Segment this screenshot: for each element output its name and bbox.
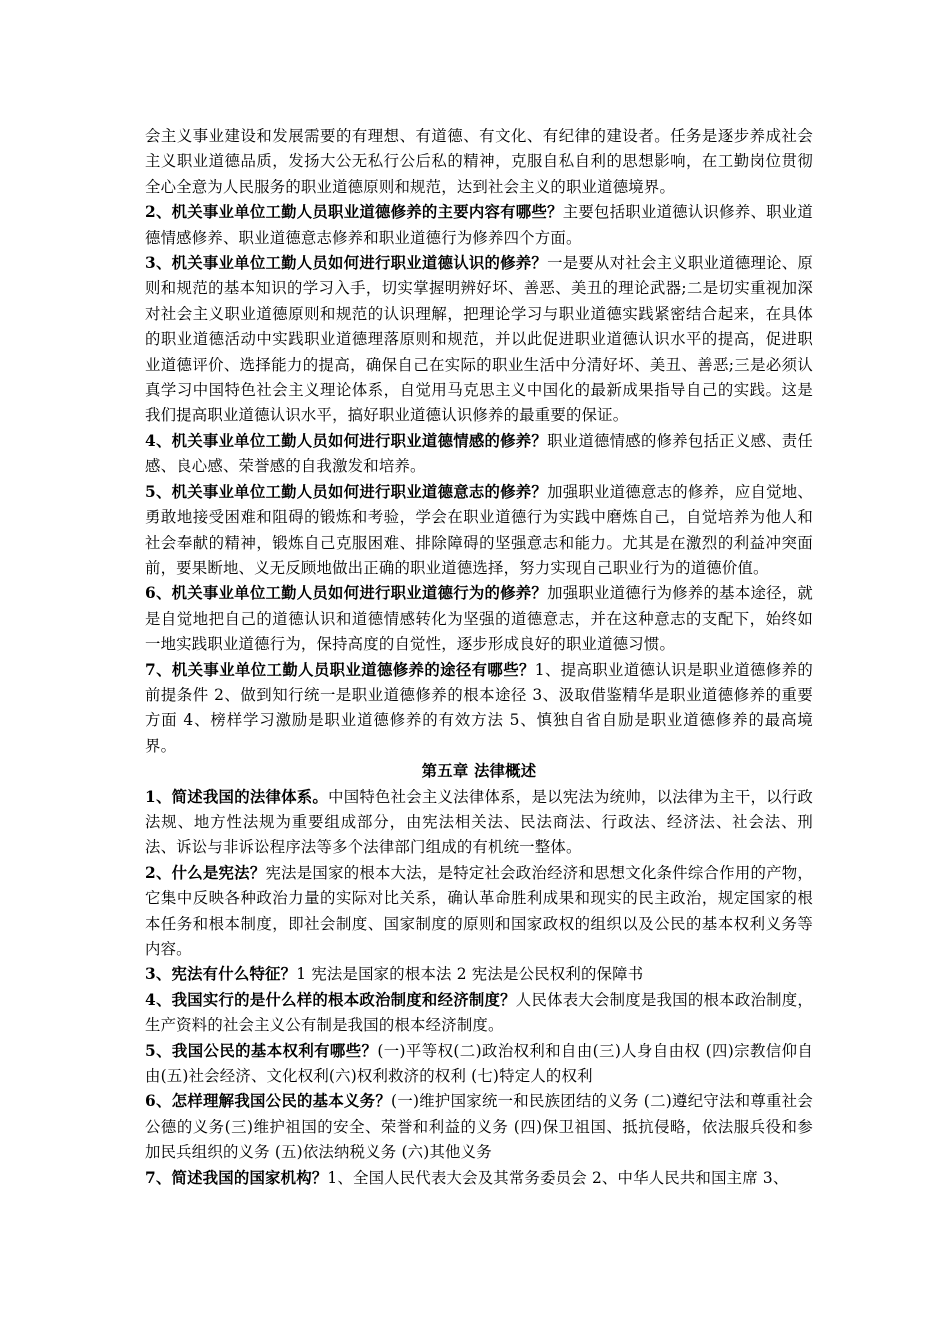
qa-item (145, 581, 813, 657)
qa-item (145, 962, 813, 987)
qa-item (145, 429, 813, 480)
answer-text: (一)维护国家统一和民族团结的义务 (二)遵纪守法和尊重社会公德的义务(三)维护祖国的安全、荣誉和利益的义务 (四)保卫祖国、抵抗侵略，依法服兵役和参加民兵组织的义务 (五)依法纳税义务 (六)其他义务 (145, 1092, 813, 1162)
qa-item (145, 785, 813, 861)
answer-text: (一)平等权(二)政治权利和自由(三)人身自由权 (四)宗教信仰自由(五)社会经济、文化权利(六)权利救济的权利 (七)特定人的权利 (145, 1041, 813, 1086)
question-text: 4、机关事业单位工勤人员如何进行职业道德情感的修养？ (145, 431, 548, 450)
answer-text: 1、提高职业道德认识是职业道德修养的前提条件 2、做到知行统一是职业道德修养的根本途径 3、汲取借鉴精华是职业道德修养的重要方面 4、榜样学习激励是职业道德修养的有效方法 5、慎独自省自励是职业道德修养的最高境界。 (145, 660, 813, 755)
answer-text: 主要包括职业道德认识修养、职业道德情感修养、职业道德意志修养和职业道德行为修养四个方面。 (145, 203, 813, 247)
question-text: 3、宪法有什么特征？ (145, 965, 297, 984)
answer-text: 加强职业道德行为修养的基本途径，就是自觉地把自己的道德认识和道德情感转化为坚强的道德意志，并在这种意志的支配下，始终如一地实践职业道德行为，保持高度的自觉性，逐步形成良好的职业道德习惯。 (145, 584, 813, 654)
question-text: 6、怎样理解我国公民的基本义务？ (145, 1092, 392, 1111)
answer-text: 职业道德情感的修养包括正义感、责任感、良心感、荣誉感的自我激发和培养。 (145, 431, 813, 476)
qa-item (145, 1039, 813, 1090)
qa-item (145, 480, 813, 582)
question-text: 7、简述我国的国家机构？ (145, 1168, 328, 1187)
question-text: 2、什么是宪法？ (145, 863, 266, 882)
answer-text: 人民体表大会制度是我国的根本政治制度，生产资料的社会主义公有制是我国的根本经济制度。 (145, 990, 813, 1035)
qa-item (145, 251, 813, 429)
question-text: 2、机关事业单位工勤人员职业道德修养的主要内容有哪些？ (145, 203, 563, 222)
answer-text: 一是要从对社会主义职业道德理论、原则和规范的基本知识的学习入手，切实掌握明辨好坏、善恶、美丑的理论武器;二是切实重视加深对社会主义职业道德原则和规范的认识理解，把理论学习与职业道德实践紧密结合起来，在具体的职业道德活动中实践职业道德理落原则和规范，并以此促进职业道德认识水平的提高，促进职业道德评价、选择能力的提高，确保自己在实际的职业生活中分清好坏、美丑、善恶;三是必须认真学习中国特色社会主义理论体系，自觉用马克思主义中国化的最新成果指导自己的实践。这是我们提高职业道德认识水平，搞好职业道德认识修养的最重要的保证。 (145, 254, 813, 425)
document-page (145, 124, 813, 1191)
question-text: 6、机关事业单位工勤人员如何进行职业道德行为的修养？ (145, 584, 548, 603)
qa-item (145, 200, 813, 251)
intro-paragraph: 会主义事业建设和发展需要的有理想、有道德、有文化、有纪律的建设者。任务是逐步养成社会主义职业道德品质，发扬大公无私行公后私的精神，克服自私自利的思想影响，在工勤岗位贯彻全心全意为人民服务的职业道德原则和规范，达到社会主义的职业道德境界。 (145, 127, 813, 196)
qa-item (145, 861, 813, 963)
chapter-title: 第五章 法律概述 (421, 762, 537, 781)
question-text: 4、我国实行的是什么样的根本政治制度和经济制度？ (145, 990, 516, 1009)
answer-text: 宪法是国家的根本大法，是特定社会政治经济和思想文化条件综合作用的产物，它集中反映各种政治力量的实际对比关系，确认革命胜利成果和现实的民主政治，规定国家的根本任务和根本制度，即社会制度、国家制度的原则和国家政权的组织以及公民的基本权利义务等内容。 (145, 863, 813, 958)
question-text: 5、我国公民的基本权利有哪些？ (145, 1041, 378, 1060)
qa-item (145, 1166, 813, 1191)
answer-text: 1、全国人民代表大会及其常务委员会 2、中华人民共和国主席 3、 (327, 1168, 789, 1187)
question-text: 5、机关事业单位工勤人员如何进行职业道德意志的修养？ (145, 482, 548, 501)
question-text: 3、机关事业单位工勤人员如何进行职业道德认识的修养？ (145, 254, 548, 273)
question-text: 7、机关事业单位工勤人员职业道德修养的途径有哪些？ (145, 660, 535, 679)
qa-item (145, 988, 813, 1039)
answer-text: 加强职业道德意志的修养，应自觉地、勇敢地接受困难和阻碍的锻炼和考验，学会在职业道德行为实践中磨炼自己，自觉培养为他人和社会奉献的精神，锻炼自己克服困难、排除障碍的坚强意志和能力。尤其是在激烈的利益冲突面前，要果断地、义无反顾地做出正确的职业道德选择，努力实现自己职业行为的道德价值。 (145, 482, 813, 577)
answer-text: 1 宪法是国家的根本法 2 宪法是公民权利的保障书 (296, 965, 644, 984)
answer-text: 中国特色社会主义法律体系，是以宪法为统帅，以法律为主干，以行政法规、地方性法规为重要组成部分，由宪法相关法、民法商法、行政法、经济法、社会法、刑法、诉讼与非诉讼程序法等多个法律部门组成的有机统一整体。 (145, 787, 814, 857)
question-text: 1、简述我国的法律体系。 (145, 787, 329, 806)
qa-item (145, 658, 813, 760)
qa-item (145, 1089, 813, 1165)
